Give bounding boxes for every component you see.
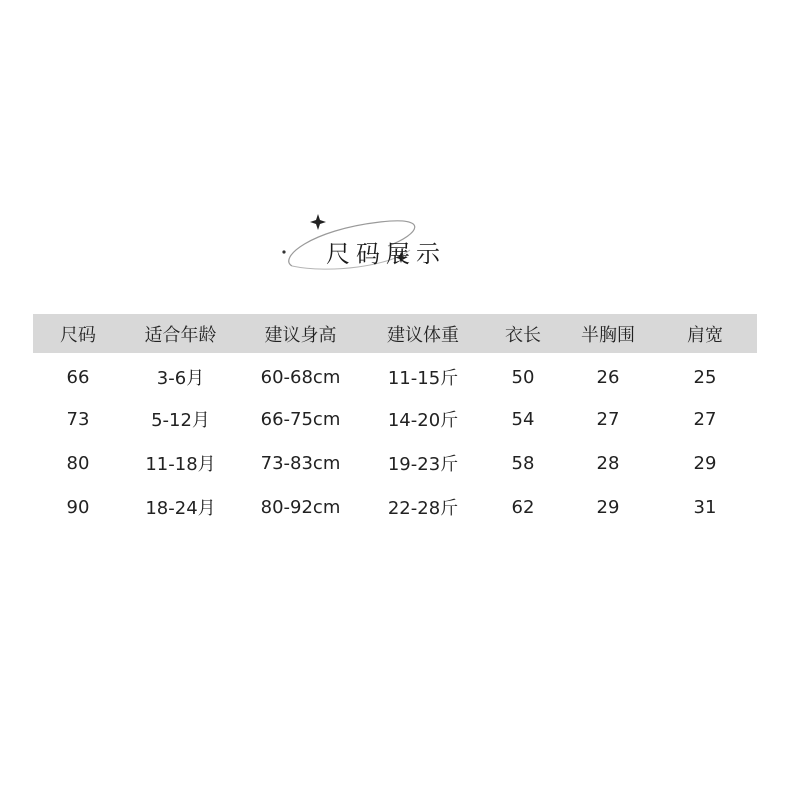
table-cell: 73-83cm	[260, 452, 341, 474]
page-title: 尺码展示	[326, 240, 446, 268]
table-cell: 31	[693, 496, 717, 518]
table-cell: 62	[511, 496, 535, 518]
header-shoulder: 肩宽	[687, 324, 723, 346]
sparkle-icon	[310, 214, 326, 230]
table-cell: 66-75cm	[260, 408, 341, 430]
dot-icon	[282, 250, 285, 253]
table-cell: 66	[66, 366, 90, 388]
table-cell: 18-24月	[145, 498, 216, 519]
table-cell: 26	[596, 366, 620, 388]
table-cell: 29	[693, 452, 717, 474]
table-cell: 11-15斤	[387, 368, 459, 389]
header-size: 尺码	[60, 324, 96, 346]
table-cell: 80-92cm	[260, 496, 341, 518]
table-cell: 14-20斤	[387, 410, 459, 431]
header-weight: 建议体重	[387, 324, 459, 346]
table-cell: 11-18月	[145, 454, 216, 475]
header-height: 建议身高	[264, 324, 337, 346]
table-cell: 90	[66, 496, 90, 518]
header-age: 适合年龄	[144, 324, 217, 346]
header-length: 衣长	[505, 324, 541, 346]
table-cell: 27	[596, 408, 620, 430]
table-cell: 3-6月	[156, 368, 205, 389]
table-cell: 28	[596, 452, 620, 474]
table-cell: 29	[596, 496, 620, 518]
table-cell: 25	[693, 366, 717, 388]
table-header-row	[33, 314, 757, 353]
header-half-chest: 半胸围	[581, 324, 635, 346]
table-cell: 19-23斤	[387, 454, 459, 475]
title-block	[270, 210, 480, 280]
table-cell: 58	[511, 452, 535, 474]
size-chart-table	[33, 314, 757, 529]
table-cell: 27	[693, 408, 717, 430]
table-cell: 50	[511, 366, 535, 388]
table-row	[33, 353, 757, 397]
table-cell: 73	[66, 408, 90, 430]
table-cell: 22-28斤	[387, 498, 459, 519]
table-cell: 80	[66, 452, 90, 474]
table-cell: 54	[511, 408, 535, 430]
table-row	[33, 485, 757, 529]
table-row	[33, 441, 757, 485]
table-row	[33, 397, 757, 441]
table-cell: 5-12月	[151, 410, 210, 431]
table-cell: 60-68cm	[260, 366, 341, 388]
